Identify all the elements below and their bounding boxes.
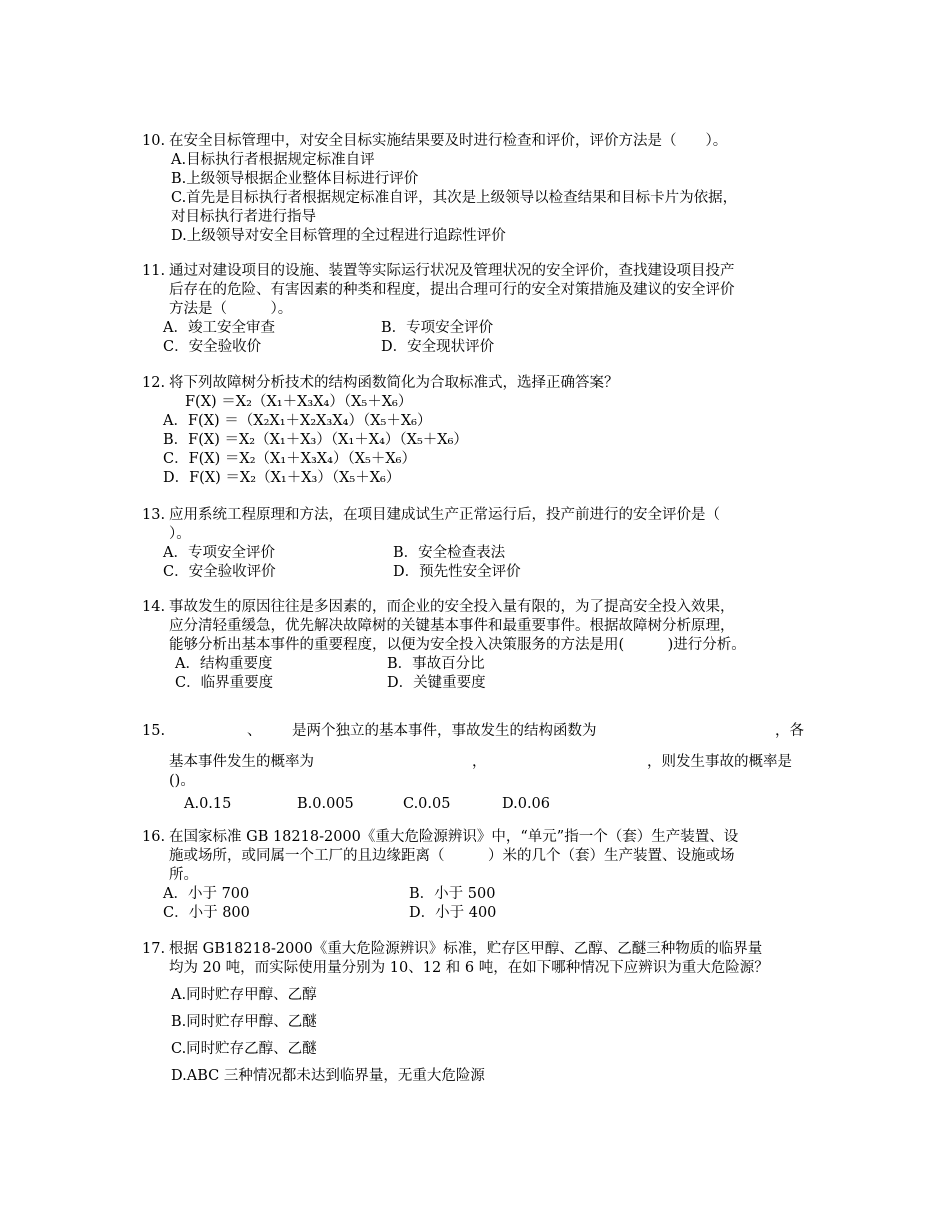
question-number: 11. xyxy=(142,263,166,279)
question-number: 10. xyxy=(142,133,166,149)
option-c: C．安全验收评价 xyxy=(163,564,276,580)
option-b: B.0.005 xyxy=(297,796,354,812)
option-b: B．小于 500 xyxy=(409,886,496,902)
option-c: C.0.05 xyxy=(403,796,451,812)
option-a: A.0.15 xyxy=(184,796,232,812)
option-c-continued: 对目标执行者进行指导 xyxy=(171,209,316,225)
option-b: B.上级领导根据企业整体目标进行评价 xyxy=(171,171,419,187)
option-a: A．专项安全评价 xyxy=(163,545,275,561)
options-row xyxy=(142,338,822,357)
question-stem: 事故发生的原因往往是多因素的，而企业的安全投入量有限的，为了提高安全投入效果， xyxy=(169,599,735,615)
option-a: A．小于 700 xyxy=(163,886,250,902)
comma: ， xyxy=(472,754,487,770)
option-d: D.ABC 三种情况都未达到临界量，无重大危险源 xyxy=(171,1068,485,1084)
option-a: A.目标执行者根据规定标准自评 xyxy=(171,152,375,168)
question-stem: 通过对建设项目的设施、装置等实际运行状况及管理状况的安全评价，查找建设项目投产 xyxy=(169,263,735,279)
options-row xyxy=(142,795,822,814)
question-stem-line: 施或场所，或同属一个工厂的且边缘距离（ ）米的几个（套）生产装置、设施或场 xyxy=(169,848,735,864)
option-c: C．临界重要度 xyxy=(175,675,274,691)
options-row xyxy=(142,655,822,674)
option-c: C．F(X) ＝X₂（X₁＋X₃X₄）（X₅＋X₆） xyxy=(163,451,416,467)
question-stem-line: 后存在的危险、有害因素的种类和程度，提出合理可行的安全对策措施及建议的安全评价 xyxy=(169,282,735,298)
question-stem: 根据 GB18218-2000《重大危险源辨识》标准，贮存区甲醇、乙醇、乙醚三种物质的临界量 xyxy=(169,941,763,957)
answer-blank: ()。 xyxy=(169,773,195,789)
option-c: C．安全验收价 xyxy=(163,339,262,355)
option-c: C．小于 800 xyxy=(163,905,250,921)
question-10 xyxy=(142,132,822,246)
question-stem-line: 能够分析出基本事件的重要程度，以便为安全投入决策服务的方法是用( )进行分析。 xyxy=(169,637,746,653)
question-stem-line: ，则发生事故的概率是 xyxy=(647,754,792,770)
question-14 xyxy=(142,598,822,693)
options-row xyxy=(142,674,822,693)
question-16 xyxy=(142,828,822,923)
question-stem: 在安全目标管理中，对安全目标实施结果要及时进行检查和评价，评价方法是（ ）。 xyxy=(169,133,728,149)
option-d: D．关键重要度 xyxy=(387,675,486,691)
option-a: A．竣工安全审查 xyxy=(163,320,275,336)
question-stem-line: 应分清轻重缓急，优先解决故障树的关键基本事件和最重要事件。根据故障树分析原理， xyxy=(169,618,735,634)
option-d: D．F(X) ＝X₂（X₁＋X₃）（X₅＋X₆） xyxy=(163,470,401,486)
question-stem-line: 均为 20 吨，而实际使用量分别为 10、12 和 6 吨，在如下哪种情况下应辨识为重大危险源？ xyxy=(169,960,769,976)
option-b: B．安全检查表法 xyxy=(393,545,506,561)
option-d: D．安全现状评价 xyxy=(381,339,495,355)
option-d: D.上级领导对安全目标管理的全过程进行追踪性评价 xyxy=(171,228,506,244)
question-stem-line: 方法是（ ）。 xyxy=(169,301,293,317)
question-11 xyxy=(142,262,822,357)
question-stem: 应用系统工程原理和方法，在项目建成试生产正常运行后，投产前进行的安全评价是（ xyxy=(169,507,720,523)
option-d: D．预先性安全评价 xyxy=(393,564,521,580)
option-d: D.0.06 xyxy=(502,796,551,812)
option-b: B．事故百分比 xyxy=(387,656,485,672)
option-d: D．小于 400 xyxy=(409,905,497,921)
question-12 xyxy=(142,374,822,488)
option-b: B．专项安全评价 xyxy=(381,320,494,336)
structure-function: F(X) ＝X₂（X₁＋X₃X₄）（X₅＋X₆） xyxy=(185,394,413,410)
question-15 xyxy=(142,722,822,814)
question-13 xyxy=(142,506,822,582)
option-a: A．F(X) ＝（X₂X₁＋X₂X₃X₄）（X₅＋X₆） xyxy=(163,413,432,429)
options-row xyxy=(142,885,822,904)
option-a: A.同时贮存甲醇、乙醇 xyxy=(171,987,317,1003)
options-row xyxy=(142,544,822,563)
options-row xyxy=(142,319,822,338)
question-number: 13. xyxy=(142,507,166,523)
question-stem-line: 所。 xyxy=(169,867,198,883)
option-b: B．F(X) ＝X₂（X₁＋X₃）（X₁＋X₄）（X₅＋X₆） xyxy=(163,432,468,448)
question-stem-end: ，各 xyxy=(775,723,804,739)
option-c: C.首先是目标执行者根据规定标准自评，其次是上级领导以检查结果和目标卡片为依据， xyxy=(171,190,738,206)
option-c: C.同时贮存乙醇、乙醚 xyxy=(171,1041,317,1057)
question-stem-line: ）。 xyxy=(169,526,191,542)
question-number: 17. xyxy=(142,941,166,957)
question-number: 16. xyxy=(142,829,166,845)
question-stem: 将下列故障树分析技术的结构函数简化为合取标准式，选择正确答案？ xyxy=(169,375,619,391)
options-row xyxy=(142,563,822,582)
option-a: A．结构重要度 xyxy=(175,656,273,672)
question-number: 14. xyxy=(142,599,166,615)
question-stem: 是两个独立的基本事件，事故发生的结构函数为 xyxy=(292,723,597,739)
question-17 xyxy=(142,940,822,1086)
question-stem-line: 基本事件发生的概率为 xyxy=(169,754,314,770)
question-number: 12. xyxy=(142,375,166,391)
question-stem: 在国家标准 GB 18218-2000《重大危险源辨识》中，“单元”指一个（套）生产装置、设 xyxy=(169,829,739,845)
option-b: B.同时贮存甲醇、乙醚 xyxy=(171,1014,317,1030)
options-row xyxy=(142,904,822,923)
question-number: 15. xyxy=(142,723,166,739)
separator: 、 xyxy=(247,723,262,739)
